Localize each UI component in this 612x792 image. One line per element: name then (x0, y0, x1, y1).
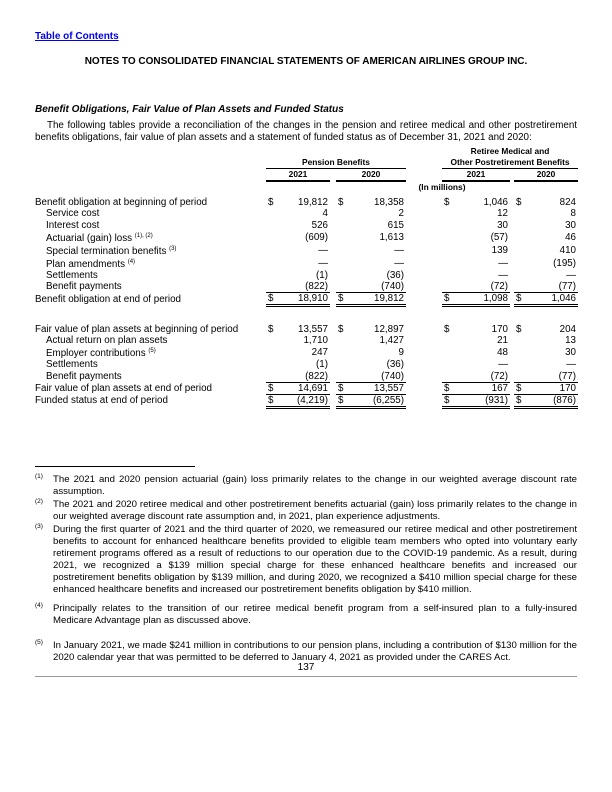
cell-value: 615 (387, 219, 404, 231)
row-label (35, 324, 266, 335)
dollar-sign (336, 335, 350, 346)
footnote-number: (5) (35, 639, 43, 646)
table-row (35, 359, 578, 370)
dollar-sign (336, 270, 350, 281)
section-heading: Benefit Obligations, Fair Value of Plan Assets and Funded Status (35, 104, 344, 115)
column-gap (406, 220, 442, 231)
dollar-sign: $ (514, 394, 528, 407)
column-gap (406, 346, 442, 359)
dollar-sign: $ (444, 323, 450, 335)
cell-value: (72) (456, 281, 510, 293)
cell-value: (57) (490, 231, 508, 243)
row-label (35, 382, 266, 394)
units-label: (In millions) (418, 182, 466, 193)
cell-value: 1,613 (379, 231, 404, 243)
dollar-sign: $ (336, 293, 350, 306)
row-label (35, 197, 266, 208)
dollar-sign: $ (516, 197, 522, 209)
dollar-sign (266, 371, 280, 383)
footnote (35, 603, 577, 627)
dollar-sign (514, 231, 528, 244)
footnote-divider (35, 466, 195, 467)
footnote-number: (4) (35, 602, 43, 609)
table-row (35, 324, 578, 335)
dollar-sign (442, 257, 456, 270)
dollar-sign (266, 208, 280, 219)
cell-value: (609) (305, 231, 328, 243)
cell-value: (77) (528, 281, 578, 293)
cell-value: 204 (559, 323, 576, 335)
cell-value: — (394, 244, 404, 256)
group-header-pension: Pension Benefits (266, 157, 406, 169)
dollar-sign: $ (442, 382, 456, 394)
year-header: 2020 (514, 169, 578, 182)
column-gap (406, 324, 442, 335)
year-header: 2020 (336, 169, 406, 182)
table-row (35, 220, 578, 231)
dollar-sign (514, 270, 528, 281)
cell-value: 30 (565, 219, 576, 231)
cell-value: 46 (565, 231, 576, 243)
dollar-sign (336, 257, 350, 270)
footnote-ref: (4) (127, 258, 136, 265)
cell-value: 48 (497, 347, 508, 359)
table-row (35, 270, 578, 281)
group-header-retiree-line2: Other Postretirement Benefits (442, 157, 578, 169)
dollar-sign (514, 208, 528, 219)
dollar-sign (514, 244, 528, 257)
footnote-ref: (3) (169, 245, 177, 252)
cell-value: 1,046 (483, 197, 508, 209)
footnote (35, 499, 577, 523)
column-gap (406, 231, 442, 244)
dollar-sign: $ (266, 382, 280, 394)
dollar-sign (266, 281, 280, 293)
footnote-number: (2) (35, 498, 43, 505)
footnote-text: In January 2021, we made $241 million in contributions to our pension plans, including a contribution of $130 million for the 2020 calendar year that was permitted to be deferred to January 4, 2021 as provided under the CARES Act. (53, 640, 577, 663)
row-label (35, 359, 266, 370)
dollar-sign: $ (444, 197, 450, 209)
cell-value: — (566, 359, 576, 371)
cell-value: (195) (553, 257, 576, 269)
dollar-sign (442, 359, 456, 370)
table-row (35, 293, 578, 306)
row-label (35, 293, 266, 306)
cell-value: (740) (350, 371, 406, 383)
cell-value: 167 (456, 382, 510, 394)
dollar-sign: $ (338, 197, 344, 209)
page-title: NOTES TO CONSOLIDATED FINANCIAL STATEMENTS OF AMERICAN AIRLINES GROUP INC. (84, 56, 528, 67)
row-label-text: Funded status at end of period (35, 395, 168, 407)
dollar-sign (514, 371, 528, 383)
row-label (35, 257, 266, 270)
cell-value: — (318, 257, 328, 269)
dollar-sign: $ (268, 197, 274, 209)
dollar-sign (336, 281, 350, 293)
column-gap (406, 371, 442, 383)
cell-value: (1) (316, 359, 328, 371)
cell-value: — (394, 257, 404, 269)
cell-value: — (498, 270, 508, 282)
cell-value: (822) (280, 371, 330, 383)
cell-value: 9 (398, 347, 404, 359)
cell-value: (72) (456, 371, 510, 383)
column-gap (406, 382, 442, 394)
row-label (35, 231, 266, 244)
footnote (35, 640, 577, 664)
dollar-sign: $ (266, 293, 280, 306)
dollar-sign (266, 244, 280, 257)
footnote-text: During the first quarter of 2021 and the third quarter of 2020, we remeasured our retiree medical and other postretirement benefits to account for enhanced healthcare benefits provided to eligible team members who opted into voluntary early retirement programs offered as a result of reductions to our operation due to the COVID-19 pandemic. As a result, during 2021, we recognized a $139 million special charge for these enhanced healthcare benefits and increased our postretirement benefits obligation by $139 million, and during 2020, we recognized a $410 million special charge for these enhanced healthcare benefits and increased our postretirement benefits obligation by $410 million. (53, 524, 577, 595)
cell-value: (931) (456, 394, 510, 407)
footnote-text: The 2021 and 2020 retiree medical and other postretirement benefits actuarial (gain) loss primarily relates to the change in our weighted average discount rate assumption and, in 2021, plan experience adjustments. (53, 499, 577, 522)
dollar-sign (336, 244, 350, 257)
dollar-sign (266, 335, 280, 346)
dollar-sign (514, 281, 528, 293)
row-label-text: Special termination benefits (46, 245, 167, 257)
dollar-sign: $ (514, 293, 528, 306)
dollar-sign (442, 231, 456, 244)
row-label-text: Service cost (46, 208, 100, 220)
cell-value: 12,897 (374, 323, 404, 335)
column-gap (406, 335, 442, 346)
column-gap (406, 270, 442, 281)
dollar-sign: $ (442, 293, 456, 306)
cell-value: 1,046 (528, 293, 578, 306)
cell-value: 247 (311, 347, 328, 359)
dollar-sign: $ (514, 382, 528, 394)
dollar-sign (514, 346, 528, 359)
row-label (35, 371, 266, 383)
year-header: 2021 (266, 169, 330, 182)
cell-value: 19,812 (350, 293, 406, 306)
dollar-sign (514, 220, 528, 231)
row-label (35, 208, 266, 219)
dollar-sign (442, 270, 456, 281)
cell-value: 1,427 (379, 335, 404, 347)
cell-value: 8 (570, 208, 576, 220)
cell-value: 410 (559, 244, 576, 256)
table-of-contents-link[interactable]: Table of Contents (35, 31, 119, 42)
row-label-text: Actual return on plan assets (46, 335, 168, 347)
dollar-sign (266, 359, 280, 370)
dollar-sign (336, 371, 350, 383)
column-gap (406, 359, 442, 370)
dollar-sign (336, 208, 350, 219)
footnote (35, 474, 577, 498)
dollar-sign (266, 270, 280, 281)
dollar-sign (442, 335, 456, 346)
footnote-number: (3) (35, 523, 43, 530)
table-row (35, 197, 578, 208)
intro-paragraph: The following tables provide a reconciliation of the changes in the pension and retiree medical and other postretirement benefits obligations, fair value of plan assets and a statement of funded status as of December 31, 2021 and 2020: (35, 120, 577, 143)
row-label-text: Employer contributions (46, 348, 146, 360)
cell-value: 170 (491, 323, 508, 335)
cell-value: 2 (398, 208, 404, 220)
cell-value: (36) (386, 359, 404, 371)
footnote-text: Principally relates to the transition of our retiree medical benefit program from a self-insured plan to a fully-insured Medicare Advantage plan as discussed above. (53, 603, 577, 626)
column-gap (406, 244, 442, 257)
row-label-text: Actuarial (gain) loss (46, 232, 133, 244)
dollar-sign (442, 220, 456, 231)
cell-value: 170 (528, 382, 578, 394)
row-label-text: Settlements (46, 359, 98, 371)
footnote (35, 524, 577, 596)
cell-value: 139 (491, 244, 508, 256)
row-label-text: Benefit obligation at beginning of period (35, 197, 208, 209)
dollar-sign: $ (336, 394, 350, 407)
table-row (35, 394, 578, 407)
column-gap (406, 257, 442, 270)
cell-value: 4 (322, 208, 328, 220)
cell-value: 13,557 (298, 323, 328, 335)
dollar-sign (442, 371, 456, 383)
row-label (35, 220, 266, 231)
dollar-sign: $ (442, 394, 456, 407)
row-label-text: Settlements (46, 270, 98, 282)
footnote-number: (1) (35, 473, 43, 480)
cell-value: 14,691 (280, 382, 330, 394)
cell-value: 21 (497, 335, 508, 347)
table-row (35, 346, 578, 359)
dollar-sign (442, 244, 456, 257)
cell-value: (1) (316, 270, 328, 282)
dollar-sign (514, 359, 528, 370)
cell-value: — (498, 359, 508, 371)
cell-value: (36) (386, 270, 404, 282)
cell-value: — (318, 244, 328, 256)
cell-value: (4,219) (280, 394, 330, 407)
row-label-text: Fair value of plan assets at beginning of period (35, 323, 239, 335)
cell-value: — (566, 270, 576, 282)
table-row (35, 257, 578, 270)
group-header-retiree-line1: Retiree Medical and (470, 146, 550, 157)
cell-value: (6,255) (350, 394, 406, 407)
cell-value: 19,812 (298, 197, 328, 209)
row-label (35, 346, 266, 359)
cell-value: 1,098 (456, 293, 510, 306)
row-label (35, 244, 266, 257)
dollar-sign: $ (268, 323, 274, 335)
dollar-sign: $ (266, 394, 280, 407)
cell-value: 18,358 (374, 197, 404, 209)
table-row (35, 281, 578, 293)
cell-value: (876) (528, 394, 578, 407)
benefits-table (35, 197, 578, 409)
column-gap (406, 208, 442, 219)
dollar-sign (336, 231, 350, 244)
footnote-ref: (5) (148, 348, 156, 355)
cell-value: 1,710 (303, 335, 328, 347)
table-row (35, 371, 578, 383)
dollar-sign (336, 220, 350, 231)
row-label-text: Interest cost (46, 219, 100, 231)
cell-value: 18,910 (280, 293, 330, 306)
dollar-sign (442, 281, 456, 293)
row-label-text: Benefit payments (46, 370, 122, 382)
table-row (35, 208, 578, 219)
column-gap (406, 293, 442, 306)
footnote-ref: (1), (2) (134, 232, 153, 239)
row-label-text: Benefit obligation at end of period (35, 293, 181, 305)
cell-value: 13,557 (350, 382, 406, 394)
year-header: 2021 (442, 169, 510, 182)
dollar-sign (336, 359, 350, 370)
cell-value: 30 (565, 347, 576, 359)
row-label-text: Benefit payments (46, 281, 122, 293)
column-gap (406, 281, 442, 293)
table-row (35, 335, 578, 346)
dollar-sign (266, 220, 280, 231)
dollar-sign: $ (336, 382, 350, 394)
table-row (35, 231, 578, 244)
row-label (35, 281, 266, 293)
column-gap (406, 394, 442, 407)
dollar-sign (266, 257, 280, 270)
cell-value: 526 (311, 219, 328, 231)
row-label (35, 394, 266, 407)
column-gap (406, 197, 442, 208)
row-label (35, 270, 266, 281)
dollar-sign (442, 208, 456, 219)
table-row (35, 244, 578, 257)
cell-value: 12 (497, 208, 508, 220)
page-number: 137 (297, 662, 315, 673)
dollar-sign: $ (338, 323, 344, 335)
cell-value: 13 (565, 335, 576, 347)
cell-value: (822) (280, 281, 330, 293)
dollar-sign: $ (516, 323, 522, 335)
dollar-sign (514, 257, 528, 270)
dollar-sign (442, 346, 456, 359)
cell-value: — (498, 257, 508, 269)
row-label-text: Plan amendments (46, 258, 125, 270)
footnote-text: The 2021 and 2020 pension actuarial (gain) loss primarily relates to the change in our weighted average discount rate assumption. (53, 474, 577, 497)
dollar-sign (266, 231, 280, 244)
dollar-sign (336, 346, 350, 359)
table-header (35, 146, 578, 193)
cell-value: 30 (497, 219, 508, 231)
page-bottom-rule (35, 676, 577, 677)
row-label (35, 335, 266, 346)
row-label-text: Fair value of plan assets at end of period (35, 382, 212, 394)
cell-value: (740) (350, 281, 406, 293)
cell-value: 824 (559, 197, 576, 209)
dollar-sign (514, 335, 528, 346)
cell-value: (77) (528, 371, 578, 383)
dollar-sign (266, 346, 280, 359)
table-row (35, 382, 578, 394)
